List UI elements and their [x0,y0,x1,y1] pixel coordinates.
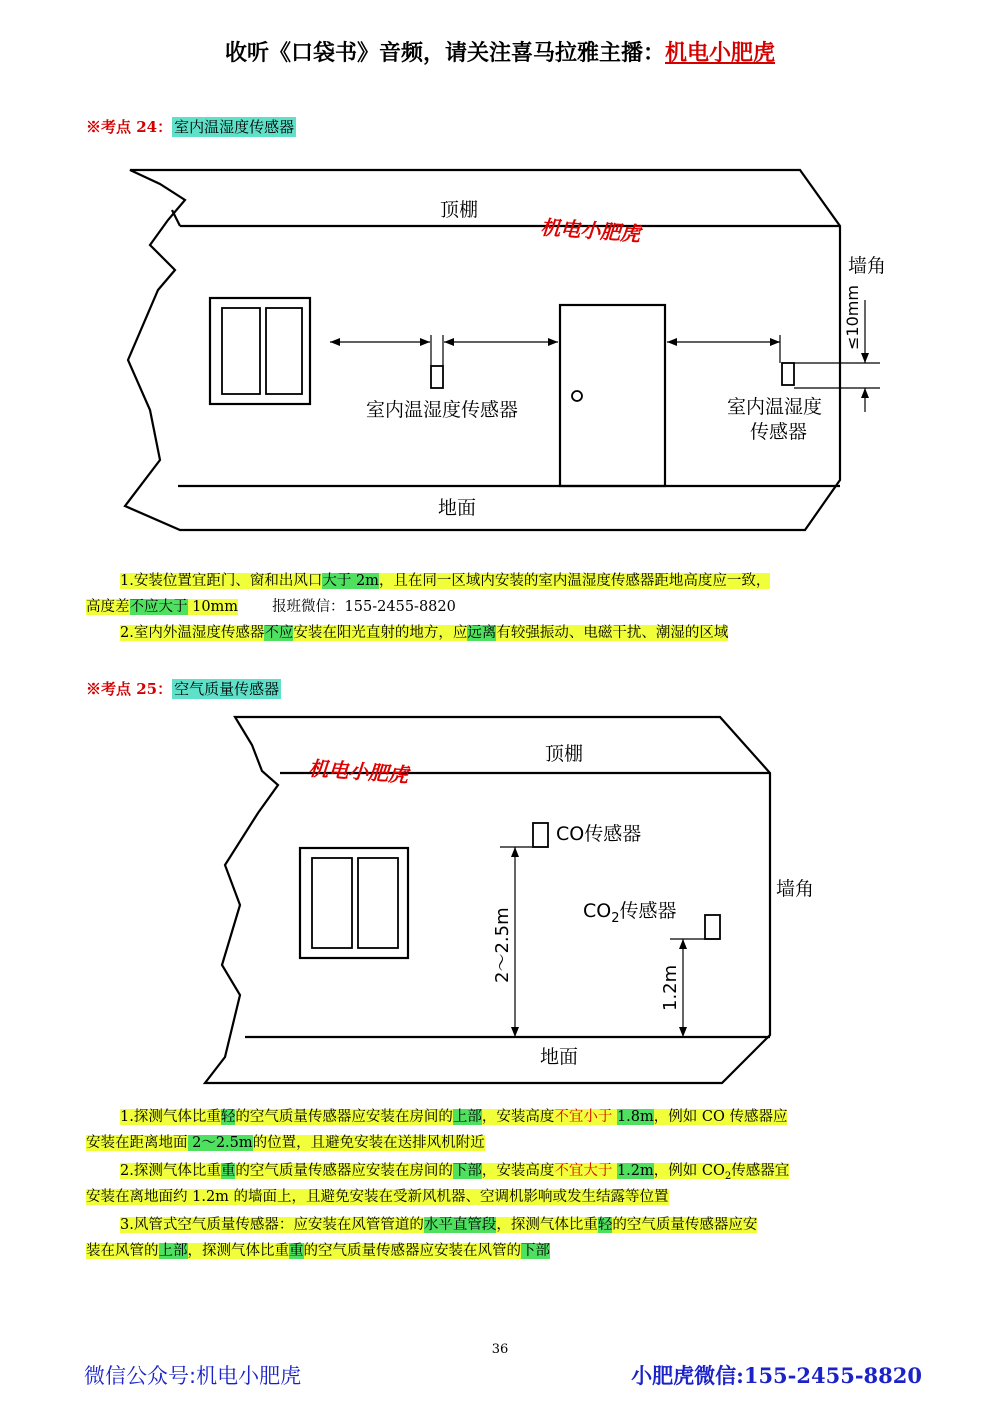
s24-p1-d: 高度差 [86,599,130,615]
s25-p1-d: 上部 [452,1109,482,1125]
s25-p3-k: 下部 [521,1243,550,1259]
header-highlight: 机电小肥虎 [665,40,776,66]
s25-para-3-line-2 [86,1238,550,1264]
section-24-title [86,116,296,137]
s25-p3-g: 上部 [158,1243,188,1259]
s24-p2-a: 2.室内外温湿度传感器 [120,625,265,641]
footer-left: 微信公众号:机电小肥虎 [84,1364,302,1388]
s24-p2-c: 安装在阳光直射的地方，应 [293,625,468,641]
s25-p2-j: 安装在离地面约 1.2m 的墙面上，且避免安装在受新风机器、空调机影响或发生结露等位置 [86,1189,669,1205]
section-25-prefix: ※考点 25： [86,680,173,698]
fig24-floor-label: 地面 [438,497,477,519]
s25-p3-i: 重 [289,1243,304,1259]
s25-p1-j: 安装在距离地面 [86,1135,188,1151]
fig25-dim-right-label: 1.2m [660,964,681,1011]
fig24-corner-label: 墙角 [848,255,887,277]
fig25-ceiling-label: 顶棚 [545,743,584,765]
header-text: 收听《口袋书》音频，请关注喜马拉雅主播： [224,40,665,66]
s25-p3-c: ，探测气体比重 [496,1217,598,1233]
s24-p1-e: 不应大于 [129,599,188,615]
s25-p1-l: 的位置，且避免安装在送排风机附近 [252,1135,485,1151]
s24-p1-c: ，且在同一区域内安装的室内温湿度传感器距地高度应一致， [378,573,771,589]
page-header [0,36,1000,67]
s25-p3-h: ，探测气体比重 [187,1243,289,1259]
fig25-floor-label: 地面 [540,1046,579,1068]
s25-p2-i: ，例如 CO [653,1163,725,1179]
s25-p2-i-sub: 2 [724,1170,732,1182]
s25-p3-b: 水平直管段 [423,1217,497,1233]
s25-p1-f: 不宜小于 [554,1109,613,1125]
fig24-dim-label: ≤10mm [843,285,862,350]
s25-para-2-line-2 [86,1184,669,1210]
s25-p1-e: ，安装高度 [481,1109,555,1125]
s24-p2-b: 不应 [264,625,294,641]
fig24-watermark: 机电小肥虎 [539,215,642,246]
s25-p3-e: 的空气质量传感器应安 [612,1217,758,1233]
s24-para-1-line-2 [86,594,456,620]
s25-p2-c: 的空气质量传感器应安装在房间的 [235,1163,453,1179]
s25-para-1-line-1 [120,1104,787,1130]
s24-p1-a: 1.安装位置宜距门、窗和出风口 [120,573,323,589]
footer-right: 小肥虎微信:155-2455-8820 [631,1363,922,1388]
s25-p1-a: 1.探测气体比重 [120,1109,221,1125]
s25-para-3-line-1 [120,1212,757,1238]
s25-p2-e: ，安装高度 [481,1163,555,1179]
fig25-corner-label: 墙角 [776,878,815,900]
s25-p2-f: 不宜大于 [554,1163,613,1179]
fig24-sensor-right-label-1: 室内温湿度 [727,396,823,418]
s25-p3-a: 3.风管式空气质量传感器：应安装在风管管道的 [120,1217,424,1233]
s25-p2-a: 2.探测气体比重 [120,1163,221,1179]
s25-p3-d: 轻 [597,1217,613,1233]
s24-p1-f: 10mm [187,599,239,615]
s25-p1-h: 1.8m [616,1109,654,1125]
s25-p3-f: 装在风管的 [86,1243,159,1259]
page-number: 36 [491,1342,509,1357]
s25-para-1-line-2 [86,1130,485,1156]
fig24-sensor-right-label-2: 传感器 [750,421,808,443]
fig24-sensor-left-label: 室内温湿度传感器 [366,399,519,421]
section-25-title [86,678,281,699]
s24-p1-b: 大于 2m [322,573,379,589]
s24-para-1-line-1 [120,568,770,594]
s25-p2-h: 1.2m [616,1163,654,1179]
s25-p1-k: 2～2.5m [187,1135,253,1151]
s25-p2-d: 下部 [452,1163,482,1179]
fig25-watermark: 机电小肥虎 [307,756,410,787]
s25-p1-c: 的空气质量传感器应安装在房间的 [235,1109,453,1125]
section-24-prefix: ※考点 24： [86,118,173,136]
fig25-dim-left-label: 2～2.5m [492,907,513,983]
s25-p2-b: 重 [220,1163,236,1179]
figure-humidity-sensor [0,150,1000,550]
section-24-title-text: 室内温湿度传感器 [174,118,295,136]
s25-p3-j: 的空气质量传感器应安装在风管的 [303,1243,521,1259]
fig25-co2-label: $CO_2$传感器 [583,900,677,926]
s25-p1-b: 轻 [220,1109,236,1125]
s24-p1-contact: 报班微信：155-2455-8820 [272,599,456,615]
section-25-title-text: 空气质量传感器 [174,680,280,698]
s25-p1-i: ，例如 CO 传感器应 [653,1109,788,1125]
s24-p2-e: 有较强振动、电磁干扰、潮湿的区域 [496,625,729,641]
fig25-co-label: CO传感器 [556,823,642,845]
figure-air-quality-sensor [0,705,1000,1090]
s24-p2-d: 远离 [467,625,497,641]
s24-para-2 [120,620,728,646]
s25-p2-i2: 传感器宜 [731,1163,790,1179]
fig24-ceiling-label: 顶棚 [440,199,479,221]
